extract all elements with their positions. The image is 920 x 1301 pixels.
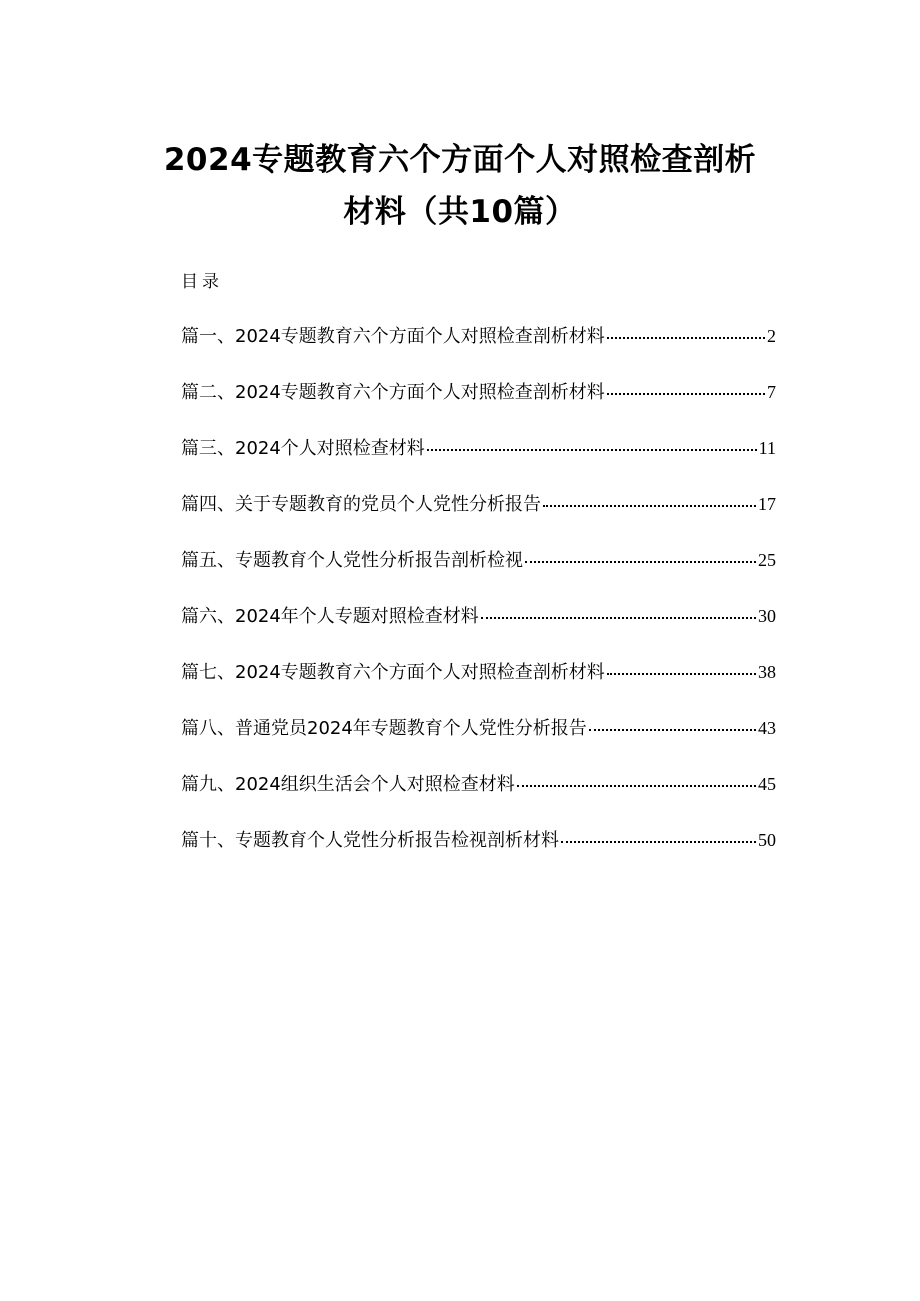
toc-heading: 目录 — [181, 272, 223, 292]
document-title-line-2: 材料（共10篇） — [343, 194, 577, 230]
toc-item-page-number: 2 — [767, 326, 776, 346]
toc-item-label: 篇一、2024专题教育六个方面个人对照检查剖析材料 — [181, 326, 605, 347]
toc-item-3[interactable] — [181, 434, 776, 490]
toc-item-label: 篇五、专题教育个人党性分析报告剖析检视 — [181, 550, 523, 571]
toc-item-page-number: 25 — [758, 550, 776, 570]
toc-item-label: 篇十、专题教育个人党性分析报告检视剖析材料 — [181, 830, 559, 851]
toc-item-page-number: 50 — [758, 830, 776, 850]
toc-item-2[interactable] — [181, 378, 776, 434]
toc-item-1[interactable] — [181, 322, 776, 378]
toc-item-page-number: 30 — [758, 606, 776, 626]
toc-item-page-number: 38 — [758, 662, 776, 682]
toc-item-label: 篇九、2024组织生活会个人对照检查材料 — [181, 774, 515, 795]
toc-item-9[interactable] — [181, 770, 776, 826]
toc-item-label: 篇八、普通党员2024年专题教育个人党性分析报告 — [181, 718, 587, 739]
toc-leader-dots — [607, 673, 756, 675]
toc-item-6[interactable] — [181, 602, 776, 658]
toc-leader-dots — [543, 505, 756, 507]
toc-leader-dots — [427, 449, 757, 451]
toc-leader-dots — [589, 729, 756, 731]
toc-leader-dots — [481, 617, 756, 619]
toc-leader-dots — [525, 561, 756, 563]
toc-item-page-number: 7 — [767, 382, 776, 402]
toc-leader-dots — [561, 841, 756, 843]
toc-item-page-number: 17 — [758, 494, 776, 514]
document-title-line-1: 2024专题教育六个方面个人对照检查剖析 — [163, 142, 757, 178]
toc-item-page-number: 43 — [758, 718, 776, 738]
toc-leader-dots — [607, 393, 765, 395]
table-of-contents — [181, 322, 776, 882]
toc-item-page-number: 45 — [758, 774, 776, 794]
toc-item-label: 篇二、2024专题教育六个方面个人对照检查剖析材料 — [181, 382, 605, 403]
toc-item-5[interactable] — [181, 546, 776, 602]
toc-item-page-number: 11 — [758, 438, 776, 458]
toc-leader-dots — [517, 785, 756, 787]
toc-item-4[interactable] — [181, 490, 776, 546]
toc-leader-dots — [607, 337, 765, 339]
toc-item-label: 篇三、2024个人对照检查材料 — [181, 438, 425, 459]
toc-item-label: 篇七、2024专题教育六个方面个人对照检查剖析材料 — [181, 662, 605, 683]
toc-item-10[interactable] — [181, 826, 776, 882]
toc-item-label: 篇六、2024年个人专题对照检查材料 — [181, 606, 479, 627]
toc-item-8[interactable] — [181, 714, 776, 770]
toc-item-label: 篇四、关于专题教育的党员个人党性分析报告 — [181, 494, 541, 515]
toc-item-7[interactable] — [181, 658, 776, 714]
